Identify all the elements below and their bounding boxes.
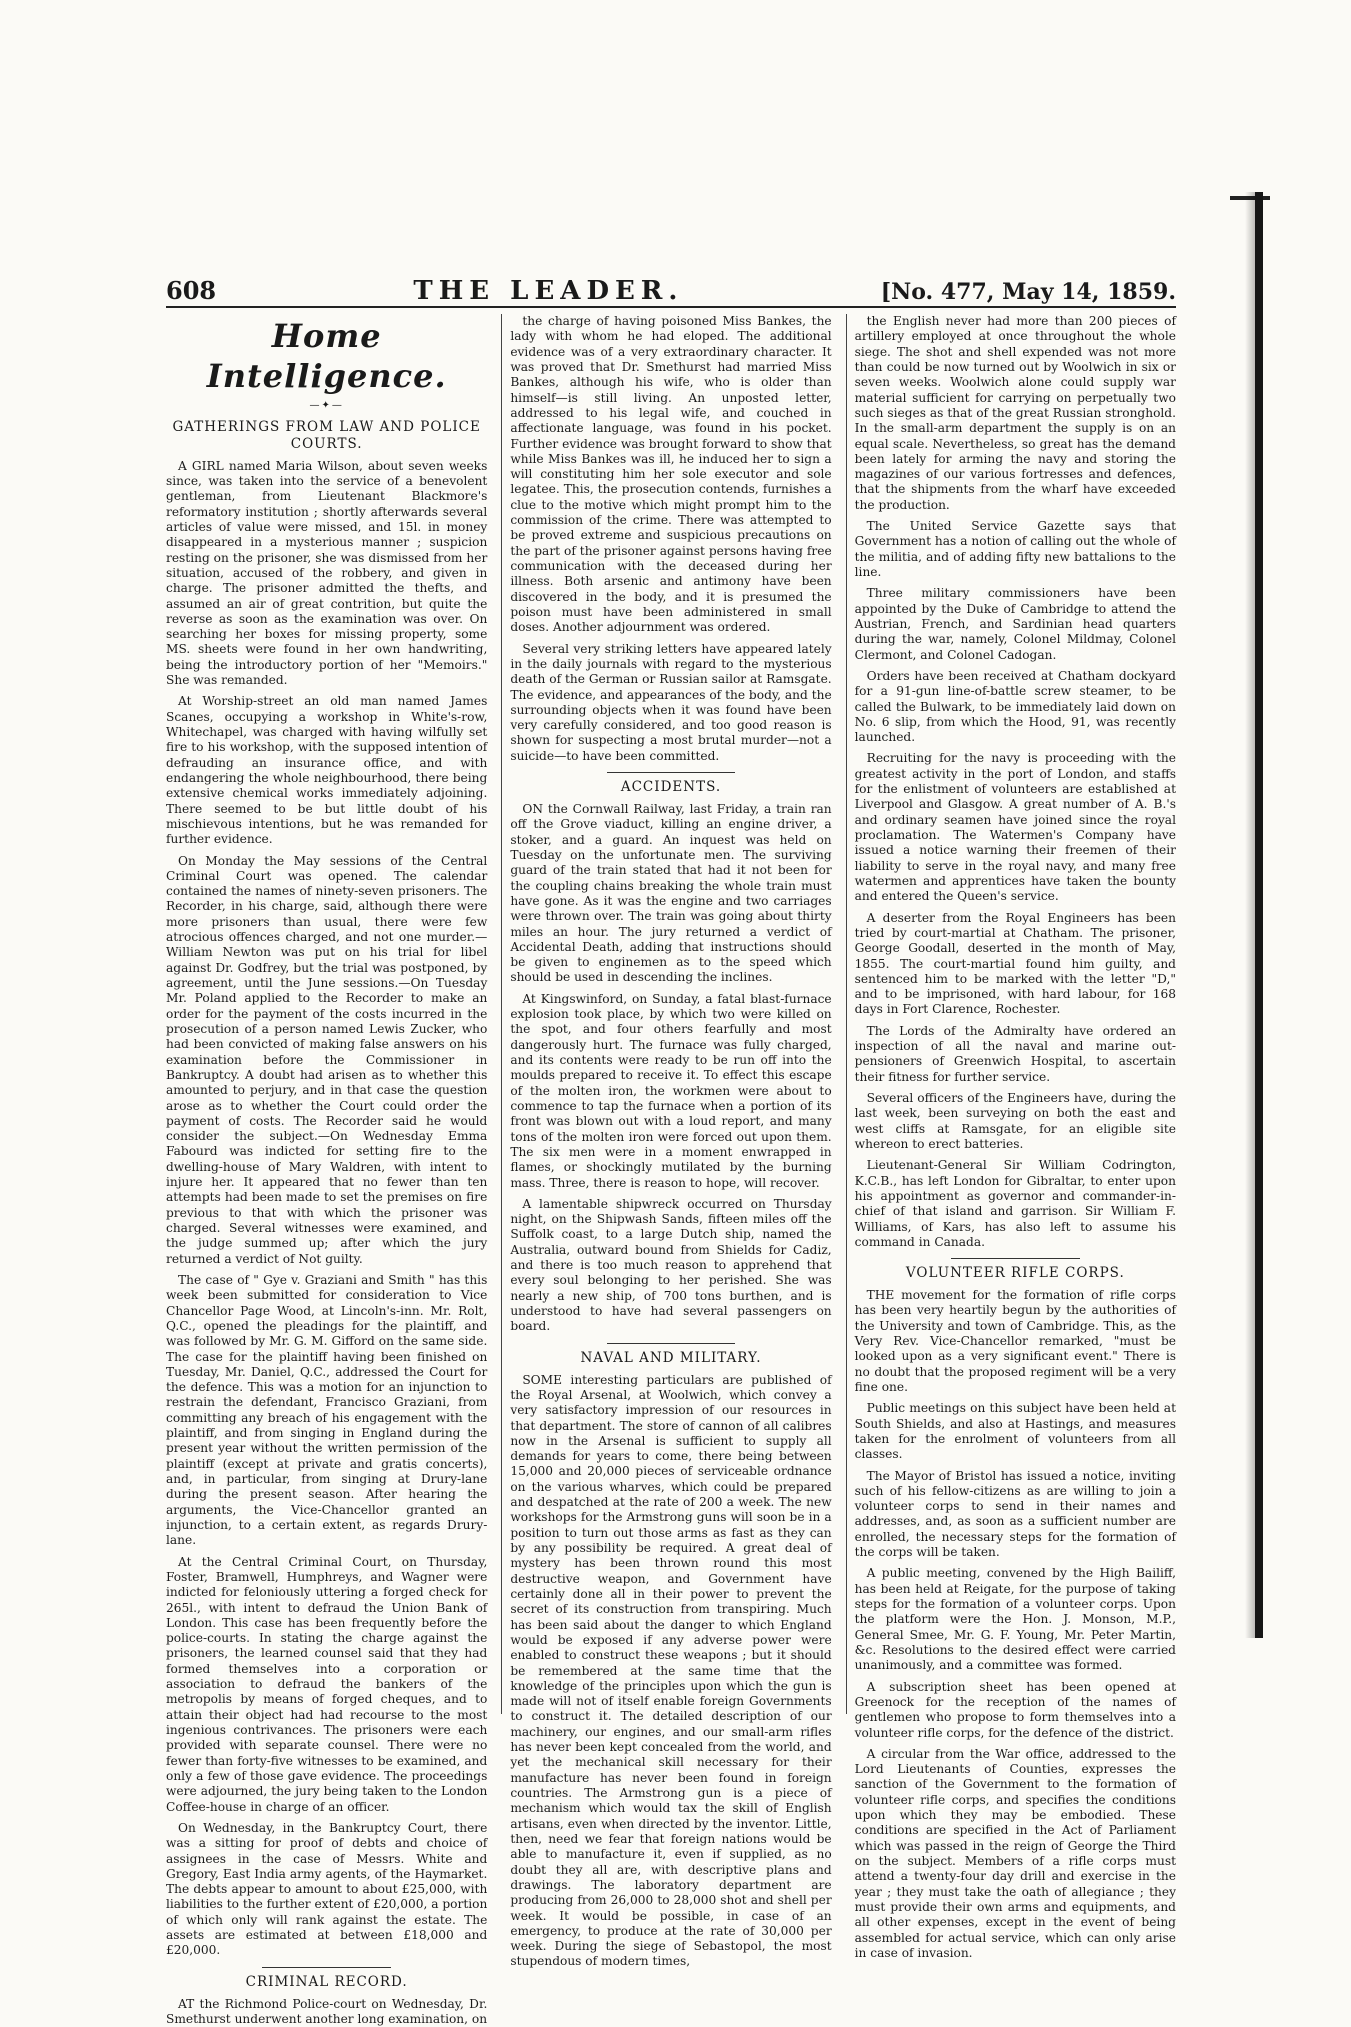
article-paragraph: Several very striking letters have appeared lately in the daily journals with regard to the mysterious death of the German or Russian sailor at Ramsgate. The evidence, and appearances of the body, and the surrounding objects when it was found have been very carefully considered, and too good reason is shown for suspecting a most brutal murder—not a suicide—to have been committed.: [510, 641, 832, 763]
section-rule: [262, 1967, 391, 1968]
article-paragraph: Recruiting for the navy is proceeding with the greatest activity in the port of London, and staffs for the enlistment of volunteers are established at Liverpool and Glasgow. A great number of A. B.'s and ordinary seamen have joined since the royal proclamation. The Watermen's Company have issued a notice warning their freemen of their liability to serve in the royal navy, and many free watermen and apprentices have taken the bounty and entered the Queen's service.: [854, 751, 1176, 904]
article-paragraph: At Worship-street an old man named James Scanes, occupying a workshop in White's-row, Whitechapel, was charged with having wilfully set fire to his workshop, with the supposed intention of defrauding an insurance office, and with endangering the whole neighbourhood, there being extensive chemical works immediately adjoining. There seemed to be but little doubt of his mischievous intentions, but he was remanded for further evidence.: [166, 694, 488, 847]
column-2: [501, 314, 832, 1969]
section-title-volunteer-rifle-corps: VOLUNTEER RIFLE CORPS.: [905, 1265, 1125, 1282]
article-paragraph: the English never had more than 200 pieces of artillery employed at once throughout the whole siege. The shot and shell expended was not more than could be now turned out by Woolwich in six or seven weeks. Woolwich alone could supply war material sufficient for carrying on perpetually two such sieges as that of the great Russian stronghold. In the small-arm department the supply is on an equal scale. Nevertheless, so great has the demand been lately for arming the navy and storing the magazines of our various fortresses and defences, that the shipments from the wharf have exceeded the production.: [854, 314, 1176, 512]
page-binding-edge: [1255, 192, 1263, 1638]
article-paragraph: Three military commissioners have been appointed by the Duke of Cambridge to attend the Austrian, French, and Sardinian head quarters during the war, namely, Colonel Mildmay, Colonel Clermont, and Colonel Cadogan.: [854, 586, 1176, 662]
article-paragraph: Several officers of the Engineers have, during the last week, been surveying on both the east and west cliffs at Ramsgate, for an eligible site whereon to erect batteries.: [854, 1091, 1176, 1151]
article-paragraph: The Lords of the Admiralty have ordered an inspection of all the naval and marine out-pensioners of Greenwich Hospital, to ascertain their fitness for further service.: [854, 1023, 1176, 1084]
article-paragraph: SOME interesting particulars are published of the Royal Arsenal, at Woolwich, which convey a very satisfactory impression of our resources in that department. The store of cannon of all calibres now in the Arsenal is sufficient to supply all demands for years to come, there being between 15,000 and 20,000 pieces of serviceable ordnance on the various wharves, which could be prepared and despatched at the rate of 200 a week. The new workshops for the Armstrong guns will soon be in a position to turn out those arms as fast as they can by any possibility be required. A great deal of mystery has been thrown round this most destructive weapon, and Government have certainly done all in their power to prevent the secret of its construction from transpiring. Much has been said about the danger to which England would be exposed if any adverse power were enabled to construct these weapons ; but it should be remembered at the same time that the knowledge of the principles upon which the gun is made will not of itself enable foreign Governments to construct it. The detailed description of our machinery, our engines, and our small-arm rifles has never been kept concealed from the world, and yet the mechanical skill necessary for their manufacture has never been found in foreign countries. The Armstrong gun is a piece of mechanism which would tax the skill of English artisans, even when directed by the inventor. Little, then, need we fear that foreign nations would be able to manufacture it, even if supplied, as no doubt they all are, with descriptive plans and drawings. The laboratory department are producing from 26,000 to 28,000 shot and shell per week. It would be possible, in case of an emergency, to produce at the rate of 30,000 per week. During the siege of Sebastopol, the most stupendous of modern times,: [510, 1372, 832, 1969]
article-paragraph: A subscription sheet has been opened at Greenock for the reception of the names of gentlemen who propose to form themselves into a volunteer rifle corps, for the defence of the district.: [854, 1679, 1176, 1740]
article-paragraph: The case of " Gye v. Graziani and Smith " has this week been submitted for consideration to Vice Chancellor Page Wood, at Lincoln's-inn. Mr. Rolt, Q.C., opened the pleadings for the plaintiff, and was followed by Mr. G. M. Gifford on the same side. The case for the plaintiff having been finished on Tuesday, Mr. Daniel, Q.C., addressed the Court for the defence. This was a motion for an injunction to restrain the defendant, Francisco Graziani, from committing any breach of his engagement with the plaintiff, and from singing in England during the present year without the written permission of the plaintiff (except at private and gratis concerts), and, in particular, from singing at Drury-lane during the present season. After hearing the arguments, the Vice-Chancellor granted an injunction, to a certain extent, as regards Drury-lane.: [166, 1272, 488, 1548]
section-title-law-police: GATHERINGS FROM LAW AND POLICE COURTS.: [172, 418, 481, 452]
section-rule: [951, 1258, 1080, 1259]
article-paragraph: The United Service Gazette says that Government has a notion of calling out the whole of the militia, and of adding fifty new battalions to the line.: [854, 519, 1176, 579]
article-paragraph: AT the Richmond Police-court on Wednesday, Dr. Smethurst underwent another long examination, on: [166, 1996, 488, 2026]
article-paragraph: the charge of having poisoned Miss Bankes, the lady with whom he had eloped. The additional evidence was of a very extraordinary character. It was proved that Dr. Smethurst had married Miss Bankes, although his wife, who is older than himself—is still living. An unposted letter, addressed to his legal wife, and couched in affectionate language, was found in his pocket. Further evidence was brought forward to show that while Miss Bankes was ill, he induced her to sign a will constituting him her sole executor and sole legatee. This, the prosecution contends, furnishes a clue to the motive which might prompt him to the commission of the crime. There was attempted to be proved extreme and suspicious precautions on the part of the prisoner against persons having free communication with the deceased during her illness. Both arsenic and antimony have been discovered in the body, and it is presumed the poison must have been administered in small doses. Another adjournment was ordered.: [510, 314, 832, 635]
page-number: 608: [166, 276, 217, 305]
article-paragraph: A public meeting, convened by the High Bailiff, has been held at Reigate, for the purpose of taking steps for the formation of a volunteer corps. Upon the platform were the Hon. J. Monson, M.P., General Smee, Mr. G. F. Young, Mr. Peter Martin, &c. Resolutions to the desired effect were carried unanimously, and a committee was formed.: [854, 1566, 1176, 1673]
newspaper-page: [166, 276, 1176, 2026]
article-paragraph: On Monday the May sessions of the Central Criminal Court was opened. The calendar contained the names of ninety-seven prisoners. The Recorder, in his charge, said, although there were more prisoners than usual, there were few atrocious offences charged, and not one murder.—William Newton was put on his trial for libel against Dr. Godfrey, but the trial was postponed, by agreement, until the June sessions.—On Tuesday Mr. Poland applied to the Recorder to make an order for the payment of the costs incurred in the prosecution of a person named Lewis Zucker, who had been convicted of making false answers on his examination before the Commissioner in Bankruptcy. A doubt had arisen as to whether this amounted to perjury, and in that case the question arose as to whether the Court could order the payment of costs. The Recorder said he would consider the subject.—On Wednesday Emma Fabourd was indicted for setting fire to the dwelling-house of Mary Waldren, with intent to injure her. It appeared that no fewer than ten attempts had been made to set the premises on fire previous to that with which the prisoner was charged. Several witnesses were examined, and the judge summed up; after which the jury returned a verdict of Not guilty.: [166, 853, 488, 1266]
page-edge-shadow: [1245, 192, 1255, 1638]
article-paragraph: The Mayor of Bristol has issued a notice, inviting such of his fellow-citizens as are willing to join a volunteer corps to send in their names and addresses, and, as soon as a sufficient number are enrolled, the necessary steps for the formation of the corps will be taken.: [854, 1468, 1176, 1560]
article-paragraph: THE movement for the formation of rifle corps has been very heartily begun by the authorities of the University and town of Cambridge. This, as the Very Rev. Vice-Chancellor remarked, "must be looked upon as a very significant event." There is no doubt that the proposed regiment will be a very fine one.: [854, 1288, 1176, 1394]
article-paragraph: ON the Cornwall Railway, last Friday, a train ran off the Grove viaduct, killing an engine driver, a stoker, and a guard. An inquest was held on Tuesday on the unfortunate men. The surviving guard of the train stated that had it not been for the coupling chains breaking the whole train must have gone. As it was the engine and two carriages were thrown over. The train was going about thirty miles an hour. The jury returned a verdict of Accidental Death, adding that instructions should be given to enginemen as to the speed which should be used in descending the inclines.: [510, 802, 832, 985]
column-1: [166, 314, 488, 2026]
section-rule: [607, 1343, 736, 1344]
article-paragraph: Lieutenant-General Sir William Codrington, K.C.B., has left London for Gibraltar, to enter upon his appointment as governor and commander-in-chief of that island and garrison. Sir William F. Williams, of Kars, has also left to assume his command in Canada.: [854, 1158, 1176, 1249]
column-3: [846, 314, 1176, 1960]
article-paragraph: A lamentable shipwreck occurred on Thursday night, on the Shipwash Sands, fifteen miles off the Suffolk coast, to a large Dutch ship, named the Australia, outward bound from Shields for Cadiz, and there is too much reason to apprehend that every soul belonging to her perished. She was nearly a new ship, of 700 tons burthen, and is understood to have had several passengers on board.: [510, 1196, 832, 1334]
article-paragraph: A deserter from the Royal Engineers has been tried by court-martial at Chatham. The prisoner, George Goodall, deserted in the month of May, 1855. The court-martial found him guilty, and sentenced him to be marked with the letter "D," and to be imprisoned, with hard labour, for 168 days in Fort Clarence, Rochester.: [854, 910, 1176, 1017]
article-paragraph: At the Central Criminal Court, on Thursday, Foster, Bramwell, Humphreys, and Wagner were indicted for feloniously uttering a forged check for 265l., with intent to defraud the Union Bank of London. This case has been frequently before the police-courts. In stating the charge against the prisoners, the learned counsel said that they had formed themselves into a corporation or association to defraud the bankers of the metropolis by means of forged cheques, and to attain their object had had recourse to the most ingenious contrivances. The prisoners were each provided with separate counsel. There were no fewer than forty-five witnesses to be examined, and only a few of those gave evidence. The proceedings were adjourned, the jury being taken to the London Coffee-house in charge of an officer.: [166, 1554, 488, 1814]
article-paragraph: At Kingswinford, on Sunday, a fatal blast-furnace explosion took place, by which two were killed on the spot, and four others fearfully and most dangerously hurt. The furnace was fully charged, and its contents were ready to be run off into the moulds prepared to receive it. To effect this escape of the molten iron, the workmen were about to commence to tap the furnace when a portion of its front was blown out with a loud report, and many tons of the molten iron were forced out upon them. The six men were in a moment enwrapped in flames, or shockingly mutilated by the burning mass. Three, there is reason to hope, will recover.: [510, 991, 832, 1190]
article-paragraph: On Wednesday, in the Bankruptcy Court, there was a sitting for proof of debts and choice of assignees in the case of Messrs. White and Gregory, East India army agents, of the Haymarket. The debts appear to amount to about £25,000, with liabilities to the further extent of £20,000, a portion of which only will rank against the estate. The assets are estimated at between £18,000 and £20,000.: [166, 1820, 488, 1958]
section-title-accidents: ACCIDENTS.: [620, 779, 722, 796]
section-heading-home-intelligence: Home Intelligence.: [206, 317, 447, 396]
columns: [166, 314, 1176, 2026]
article-paragraph: Orders have been received at Chatham dockyard for a 91-gun line-of-battle screw steamer, to be called the Bulwark, to be immediately laid down on No. 6 slip, from which the Hood, 91, was recently launched.: [854, 668, 1176, 745]
article-paragraph: A GIRL named Maria Wilson, about seven weeks since, was taken into the service of a benevolent gentleman, from Lieutenant Blackmore's reformatory institution ; shortly afterwards several articles of value were missed, and 15l. in money disappeared in a mysterious manner ; suspicion resting on the prisoner, she was dismissed from her situation, accused of the robbery, and given in charge. The prisoner admitted the thefts, and assumed an air of great contrition, but quite the reverse as soon as the examination was over. On searching her boxes for missing property, some MS. sheets were found in her own handwriting, being the introductory portion of her "Memoirs." She was remanded.: [166, 458, 488, 688]
newspaper-title: THE LEADER.: [413, 276, 684, 306]
section-title-naval-military: NAVAL AND MILITARY.: [580, 1349, 762, 1366]
article-paragraph: Public meetings on this subject have been held at South Shields, and also at Hastings, and measures taken for the enrolment of volunteers from all classes.: [854, 1401, 1176, 1462]
masthead: [166, 276, 1176, 308]
ornament-divider: —✦—: [309, 400, 344, 412]
section-title-criminal-record: CRIMINAL RECORD.: [245, 1973, 408, 1990]
article-paragraph: A circular from the War office, addressed to the Lord Lieutenants of Counties, expresses the sanction of the Government to the formation of volunteer rifle corps, and specifies the conditions upon which they may be embodied. These conditions are specified in the Act of Parliament which was passed in the reign of George the Third on the subject. Members of a rifle corps must attend a twenty-four day drill and exercise in the year ; they must take the oath of allegiance ; they must provide their own arms and equipments, and all other expenses, except in the event of being assembled for actual service, which can only arise in case of invasion.: [854, 1746, 1176, 1960]
issue-date: [No. 477, May 14, 1859.: [880, 279, 1176, 305]
section-rule: [607, 772, 736, 773]
